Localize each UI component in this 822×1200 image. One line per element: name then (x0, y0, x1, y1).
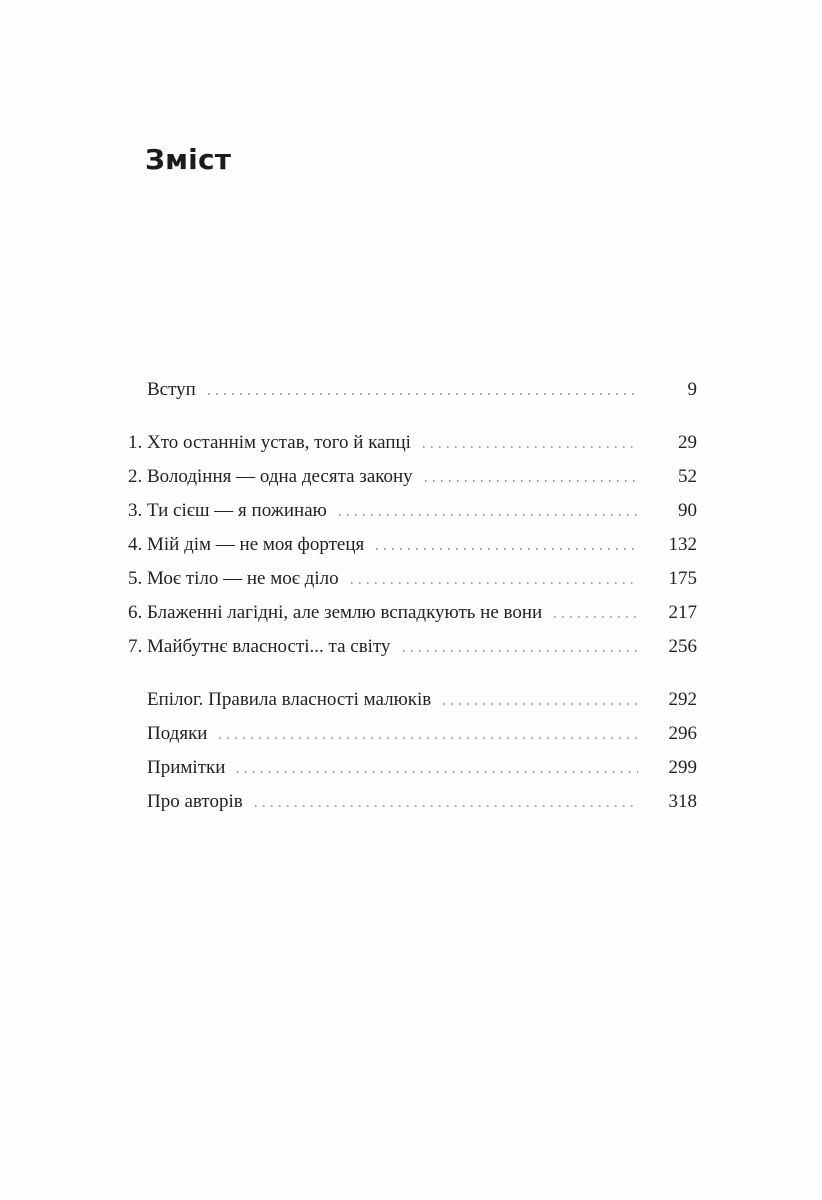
toc-entry-page-number: 318 (668, 791, 697, 812)
toc-entry-number: 7. (128, 636, 143, 657)
toc-entry (128, 785, 697, 819)
toc-entry-label: Ти сієш — я пожинаю (147, 500, 327, 521)
toc-entry-label: Володіння — одна десята закону (147, 466, 413, 487)
toc-entry (128, 751, 697, 785)
toc-entry-page-number: 299 (668, 757, 697, 778)
toc-entry-page-number: 292 (668, 689, 697, 710)
toc-entry (128, 426, 697, 460)
toc-group (128, 683, 697, 819)
toc-entry (128, 717, 697, 751)
toc-entry-page-number: 175 (668, 568, 697, 589)
toc-entry-number: 5. (128, 568, 143, 589)
toc-entry (128, 494, 697, 528)
toc-entry (128, 596, 697, 630)
dot-leader (235, 751, 640, 785)
toc-entry-label: Про авторів (147, 791, 243, 812)
toc-entry-page-number: 90 (678, 500, 697, 521)
dot-leader (337, 494, 640, 528)
toc-entry-label: Епілог. Правила власності малюків (147, 689, 432, 710)
toc-entry-page-number: 52 (678, 466, 697, 487)
dot-leader (552, 596, 640, 630)
toc-entry-label: Моє тіло — не моє діло (147, 568, 339, 589)
toc-group (128, 426, 697, 664)
toc-entry (128, 562, 697, 596)
dot-leader (423, 460, 640, 494)
toc-entry-page-number: 296 (668, 723, 697, 744)
dot-leader (349, 562, 640, 596)
toc-entry-number: 6. (128, 602, 143, 623)
toc-entry-label: Хто останнім устав, того й капці (147, 432, 411, 453)
toc-entry-label: Мій дім — не моя фортеця (147, 534, 365, 555)
toc-entry (128, 528, 697, 562)
toc-entry-page-number: 217 (668, 602, 697, 623)
toc-entry-page-number: 29 (678, 432, 697, 453)
dot-leader (206, 373, 640, 407)
toc-entry (128, 373, 697, 407)
toc-entry (128, 630, 697, 664)
dot-leader (421, 426, 640, 460)
toc-entry (128, 683, 697, 717)
toc-entry-number: 3. (128, 500, 143, 521)
toc-entry-number: 2. (128, 466, 143, 487)
toc-entry-label: Подяки (147, 723, 208, 744)
toc-entry-page-number: 9 (687, 379, 697, 400)
dot-leader (441, 683, 640, 717)
toc-entry-number: 4. (128, 534, 143, 555)
toc-entry-label: Вступ (147, 379, 196, 400)
toc-entry-page-number: 256 (668, 636, 697, 657)
toc-entry-label: Майбутнє власності... та світу (147, 636, 391, 657)
dot-leader (253, 785, 640, 819)
toc-group (128, 373, 697, 407)
toc-list (128, 373, 697, 819)
toc-entry-page-number: 132 (668, 534, 697, 555)
toc-entry-label: Примітки (147, 757, 226, 778)
page-title: Зміст (145, 142, 232, 176)
dot-leader (374, 528, 640, 562)
toc-entry (128, 460, 697, 494)
dot-leader (401, 630, 641, 664)
toc-entry-number: 1. (128, 432, 143, 453)
toc-entry-label: Блаженні лагідні, але землю вспадкують не вони (147, 602, 543, 623)
dot-leader (217, 717, 640, 751)
